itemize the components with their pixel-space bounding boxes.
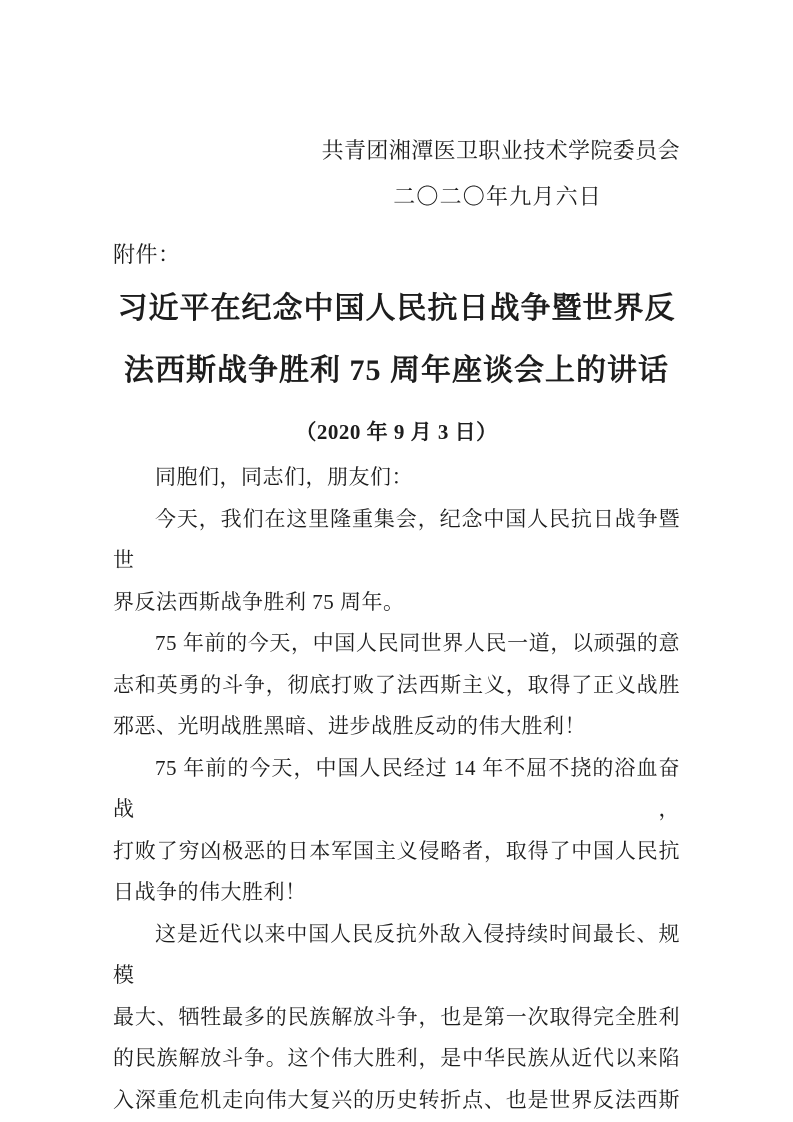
body-line: 志和英勇的斗争，彻底打败了法西斯主义，取得了正义战胜 (113, 672, 680, 697)
body-line: 打败了穷凶极恶的日本军国主义侵略者，取得了中国人民抗 (113, 838, 680, 863)
body-line-salutation: 同胞们，同志们，朋友们： (155, 465, 413, 489)
issuing-organization: 共青团湘潭医卫职业技术学院委员会 (321, 138, 680, 163)
body-line: 最大、牺牲最多的民族解放斗争，也是第一次取得完全胜利 (113, 1004, 680, 1029)
issue-date: 二〇二〇年九月六日 (393, 184, 602, 209)
body-line: 75 年前的今天，中国人民经过 14 年不屈不挠的浴血奋战， (113, 755, 680, 821)
body-line: 入深重危机走向伟大复兴的历史转折点、也是世界反法西斯 (113, 1087, 680, 1112)
body-line: 邪恶、光明战胜黑暗、进步战胜反动的伟大胜利！ (113, 714, 586, 738)
body-line: 界反法西斯战争胜利 75 周年。 (113, 589, 405, 614)
speech-body (113, 457, 680, 1121)
speech-title-line-1: 习近平在纪念中国人民抗日战争暨世界反 (117, 292, 676, 325)
speech-date: （2020 年 9 月 3 日） (295, 420, 498, 444)
attachment-label: 附件： (113, 242, 181, 267)
body-line: 日战争的伟大胜利！ (113, 880, 307, 904)
speech-title (113, 278, 680, 402)
body-line: 的民族解放斗争。这个伟大胜利，是中华民族从近代以来陷 (113, 1046, 680, 1070)
body-line: 这是近代以来中国人民反抗外敌入侵持续时间最长、规模 (113, 921, 680, 987)
body-line: 75 年前的今天，中国人民同世界人民一道，以顽强的意 (155, 631, 680, 655)
body-line: 今天，我们在这里隆重集会，纪念中国人民抗日战争暨世 (113, 506, 680, 572)
speech-title-line-2: 法西斯战争胜利 75 周年座谈会上的讲话 (124, 354, 669, 387)
